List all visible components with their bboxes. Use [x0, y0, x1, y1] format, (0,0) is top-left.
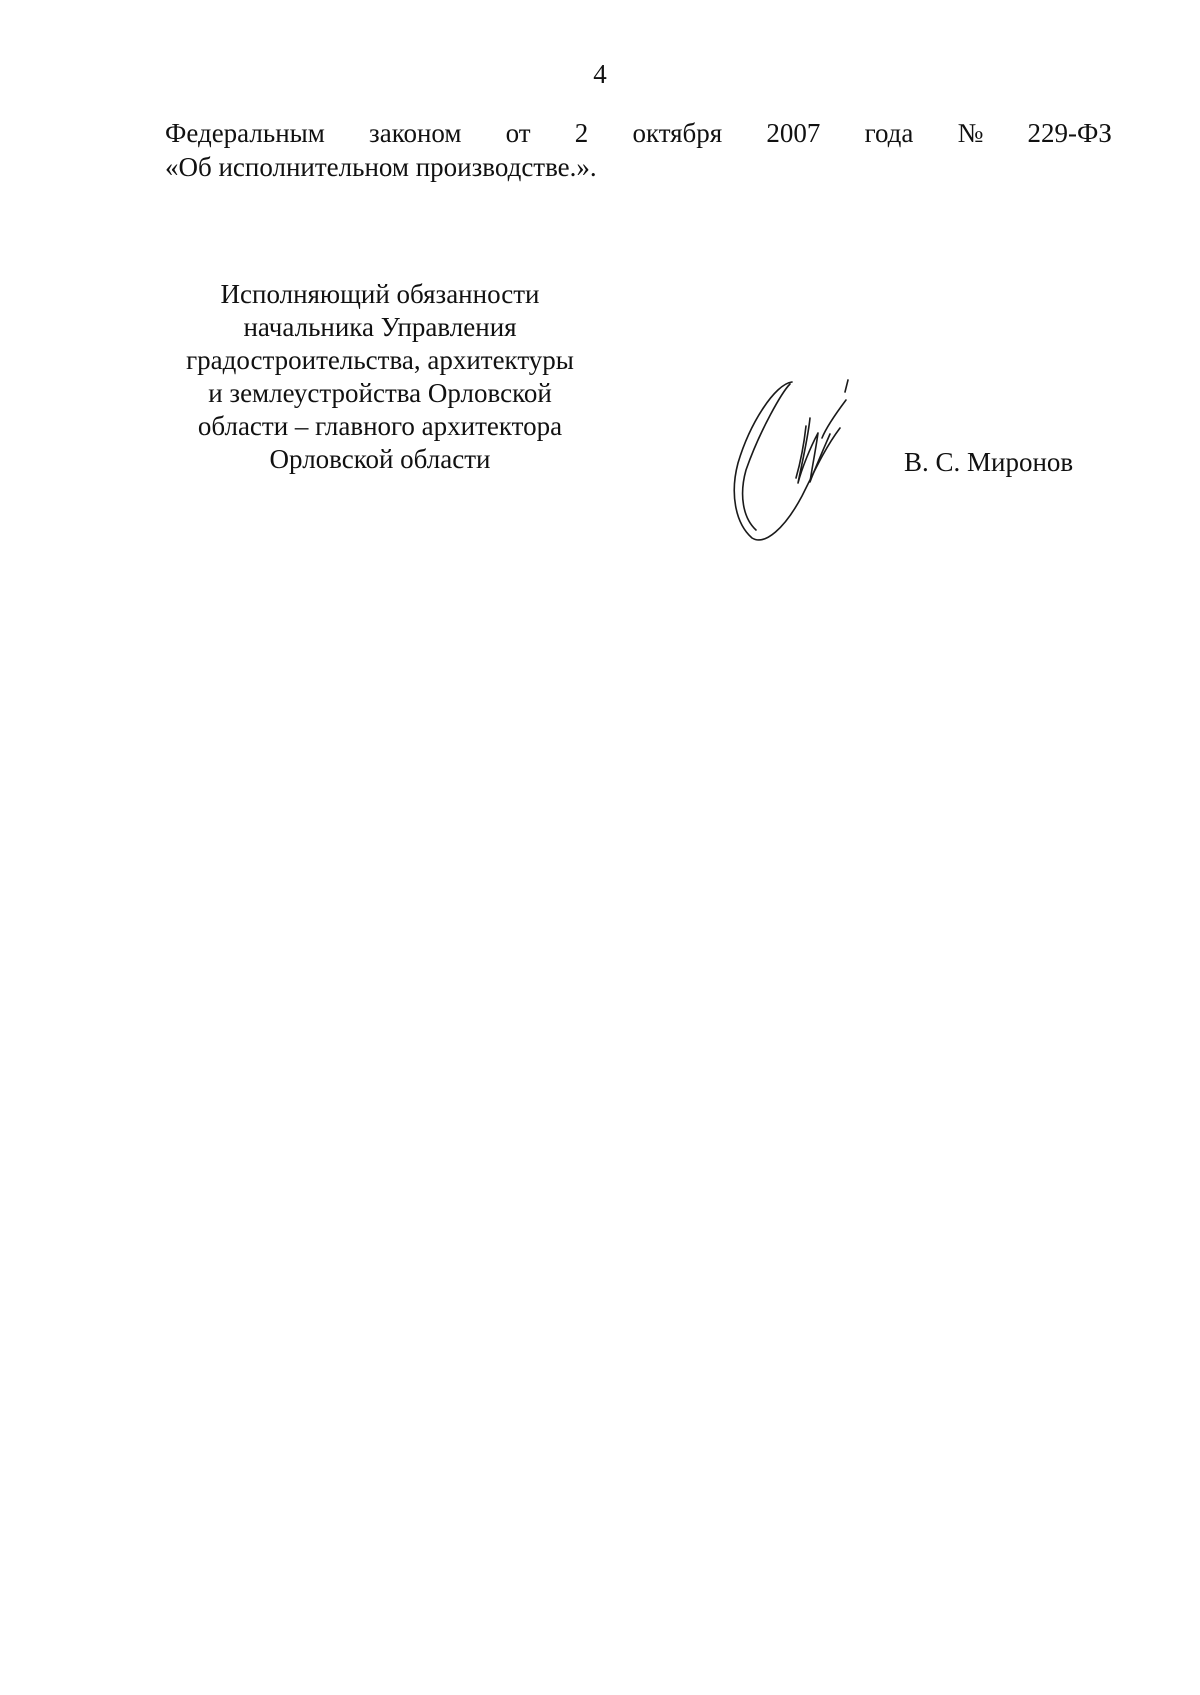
body-word: года [864, 118, 914, 148]
body-word: 2 [574, 118, 589, 148]
body-word: от [505, 118, 531, 148]
signer-position-line: Орловской области [269, 444, 491, 474]
body-line-1 [165, 116, 1112, 150]
body-word: октября [632, 118, 723, 148]
body-word: 2007 [766, 118, 821, 148]
body-word: законом [369, 118, 462, 148]
page-number: 4 [593, 59, 607, 89]
signer-position [150, 278, 610, 476]
signer-position-line: градостроительства, архитектуры [186, 345, 574, 375]
body-word: Федеральным [165, 118, 325, 148]
body-paragraph [165, 116, 1112, 184]
signer-position-line: области – главного архитектора [197, 411, 563, 441]
body-word: 229-ФЗ [1027, 118, 1112, 148]
signer-position-line: начальника Управления [243, 312, 517, 342]
signer-position-line: и землеустройства Орловской [208, 378, 552, 408]
signer-name: В. С. Миронов [904, 447, 1074, 477]
body-word: № [957, 118, 984, 148]
signer-position-line: Исполняющий обязанности [220, 279, 540, 309]
body-line-2: «Об исполнительном производстве.». [165, 152, 597, 182]
handwritten-signature [730, 378, 890, 548]
